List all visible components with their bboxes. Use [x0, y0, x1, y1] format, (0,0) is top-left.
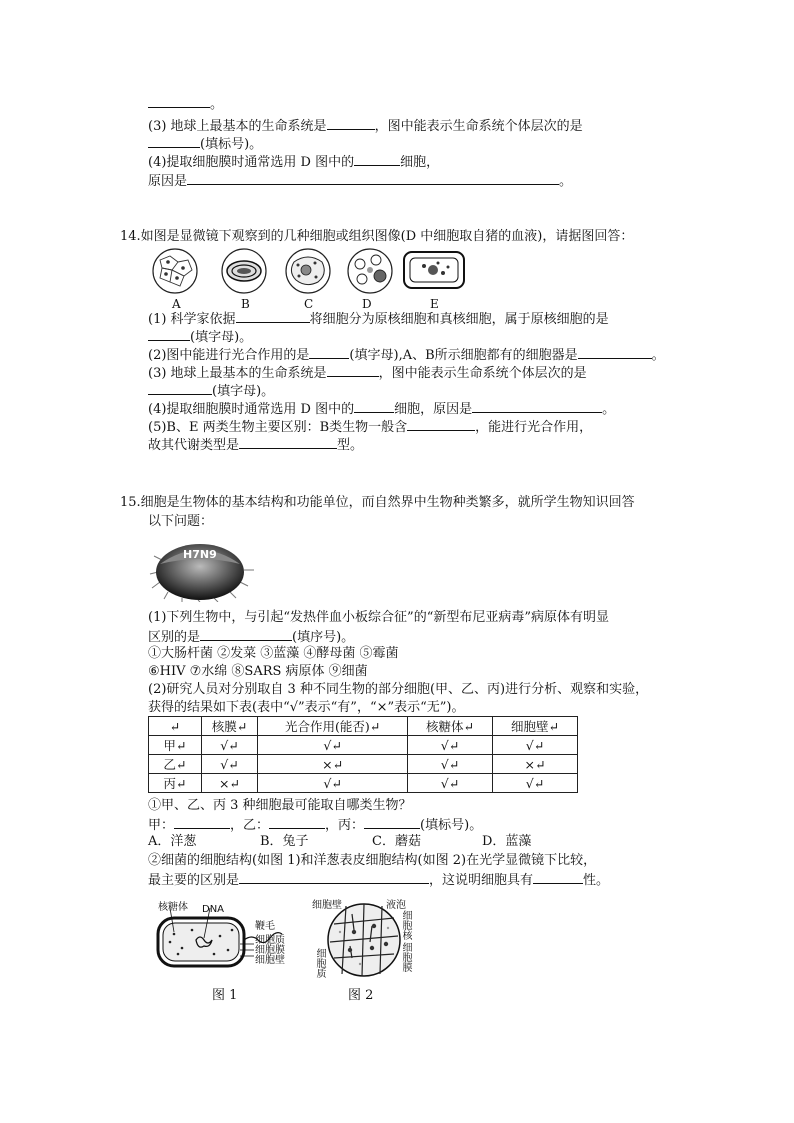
- q15-options-2: ⑥HIV ⑦水绵 ⑧SARS 病原体 ⑨细菌: [148, 664, 368, 679]
- label-cytoplasm: 细胞质: [255, 935, 285, 946]
- label-flagellum: 鞭毛: [255, 921, 275, 932]
- table-cell: √↵: [258, 736, 408, 755]
- table-cell: √↵: [258, 774, 408, 793]
- table-cell: √↵: [408, 736, 493, 755]
- answer-blank[interactable]: [148, 134, 200, 148]
- answer-blank[interactable]: [236, 309, 310, 323]
- choice-b: B．兔子: [260, 834, 309, 849]
- cell-image-b: [222, 249, 266, 293]
- question-line: (4)提取细胞膜时通常选用 D 图中的 细胞，: [148, 152, 439, 172]
- answer-blank[interactable]: [174, 815, 230, 829]
- virus-label: H7N9: [183, 548, 217, 561]
- answer-blank[interactable]: [239, 870, 429, 884]
- table-cell: 甲↵: [149, 736, 202, 755]
- label-nucleus: 细胞核: [400, 910, 411, 940]
- figure-label-a: A: [172, 297, 181, 311]
- label-cell-wall: 细胞壁: [255, 955, 285, 966]
- table-cell: ×↵: [258, 755, 408, 774]
- q14-part5: (5)B、E 两类生物主要区别：B类生物一般含 ，能进行光合作用，: [148, 417, 592, 437]
- answer-blank[interactable]: [148, 94, 210, 108]
- label-vacuole: 液泡: [386, 900, 406, 911]
- answer-blank[interactable]: [407, 417, 475, 431]
- answer-blank[interactable]: [327, 116, 375, 130]
- q15-options-1: ①大肠杆菌 ②发菜 ③蓝藻 ④酵母菌 ⑤霉菌: [148, 646, 399, 661]
- choice-a: A．洋葱: [148, 834, 197, 849]
- table-cell: 丙↵: [149, 774, 202, 793]
- table-cell: √↵: [492, 774, 577, 793]
- figure-1-caption: 图 1: [212, 988, 238, 1003]
- table-cell: 乙↵: [149, 755, 202, 774]
- choice-c: C．蘑菇: [372, 834, 421, 849]
- label-cell-membrane: 细胞膜: [255, 945, 285, 956]
- label-cell-wall-2: 细胞壁: [312, 900, 342, 911]
- answer-blank[interactable]: [578, 345, 652, 359]
- table-header-cell: 光合作用(能否)↵: [258, 717, 408, 736]
- figure-label-d: D: [362, 297, 372, 311]
- answer-blank[interactable]: [148, 327, 190, 341]
- answer-blank[interactable]: [354, 152, 400, 166]
- table-cell: √↵: [201, 736, 258, 755]
- table-header-cell: ↵: [149, 717, 202, 736]
- question-line: (填标号)。: [148, 134, 262, 154]
- answer-blank[interactable]: [148, 381, 212, 395]
- cell-image-a: [153, 249, 197, 293]
- q15-sub1: ①甲、乙、丙 3 种细胞最可能取自哪类生物？: [148, 798, 412, 813]
- answer-blank[interactable]: [354, 399, 394, 413]
- answer-blank[interactable]: [327, 363, 379, 377]
- cell-image-e: [404, 252, 464, 288]
- table-row: [149, 774, 578, 793]
- q15-part1: (1)下列生物中，与引起“发热伴血小板综合征”的“新型布尼亚病毒”病原体有明显: [148, 610, 609, 625]
- table-cell: √↵: [201, 755, 258, 774]
- figure-2-caption: 图 2: [348, 988, 374, 1003]
- table-cell: ×↵: [201, 774, 258, 793]
- answer-line-0: 。: [148, 94, 223, 114]
- q15-stem-cont: 以下问题：: [148, 514, 214, 529]
- results-table: [148, 716, 578, 793]
- q15-part1-cont: 区别的是 (填序号)。: [148, 627, 354, 647]
- table-header-row: [149, 717, 578, 736]
- q14-part4: (4)提取细胞膜时通常选用 D 图中的 细胞，原因是 。: [148, 399, 615, 419]
- q15-sub2: ②细菌的细胞结构(如图 1)和洋葱表皮细胞结构(如图 2)在光学显微镜下比较，: [148, 853, 597, 868]
- q14-part1: (1) 科学家依据 将细胞分为原核细胞和真核细胞，属于原核细胞的是: [148, 309, 609, 329]
- answer-blank[interactable]: [269, 815, 325, 829]
- label-cell-membrane-2: 细胞膜: [400, 942, 411, 972]
- q15-sub2-cont: 最主要的区别是 ，这说明细胞具有 性。: [148, 870, 609, 890]
- q14-part1-cont: (填字母)。: [148, 327, 252, 347]
- answer-blank[interactable]: [309, 345, 349, 359]
- table-header-cell: 细胞壁↵: [492, 717, 577, 736]
- q14-stem: 14.如图是显微镜下观察到的几种细胞或组织图像(D 中细胞取自猪的血液)，请据图回答：: [120, 229, 634, 244]
- q15-part2-cont: 获得的结果如下表(表中“√”表示“有”，“×”表示“无”)。: [148, 700, 465, 715]
- table-cell: √↵: [408, 774, 493, 793]
- figure-label-b: B: [241, 297, 250, 311]
- cell-image-c: [286, 249, 330, 293]
- choice-d: D．蓝藻: [482, 834, 532, 849]
- answer-blank[interactable]: [472, 399, 602, 413]
- table-cell: ×↵: [492, 755, 577, 774]
- label-cytoplasm-2: 细胞质: [314, 948, 325, 978]
- table-row: [149, 755, 578, 774]
- q14-part5-cont: 故其代谢类型是 型。: [148, 435, 363, 455]
- q15-part2: (2)研究人员对分别取自 3 种不同生物的部分细胞(甲、乙、丙)进行分析、观察和实验，: [148, 682, 649, 697]
- q14-part3-cont: (填字母)。: [148, 381, 274, 401]
- q15-sub1-answer: 甲： ，乙： ，丙： (填标号)。: [148, 815, 482, 835]
- answer-blank[interactable]: [187, 171, 559, 185]
- table-row: [149, 736, 578, 755]
- q15-stem: 15.细胞是生物体的基本结构和功能单位，而自然界中生物种类繁多，就所学生物知识回答: [120, 495, 635, 510]
- table-cell: √↵: [492, 736, 577, 755]
- answer-blank[interactable]: [200, 627, 292, 641]
- q14-part3: (3) 地球上最基本的生命系统是 ，图中能表示生命系统个体层次的是: [148, 363, 587, 383]
- table-header-cell: 核糖体↵: [408, 717, 493, 736]
- table-header-cell: 核膜↵: [201, 717, 258, 736]
- question-line: (3) 地球上最基本的生命系统是 ，图中能表示生命系统个体层次的是: [148, 116, 583, 136]
- answer-blank[interactable]: [364, 815, 420, 829]
- label-dna: DNA: [202, 904, 225, 915]
- q14-part2: (2)图中能进行光合作用的是 (填字母),A、B所示细胞都有的细胞器是 。: [148, 345, 665, 365]
- answer-blank[interactable]: [239, 435, 337, 449]
- label-ribosome: 核糖体: [158, 902, 188, 913]
- figure-label-e: E: [430, 297, 439, 311]
- cell-image-d: [348, 249, 392, 293]
- question-line: 原因是 。: [148, 171, 572, 191]
- figure-label-c: C: [304, 297, 314, 311]
- table-cell: √↵: [408, 755, 493, 774]
- answer-blank[interactable]: [533, 870, 583, 884]
